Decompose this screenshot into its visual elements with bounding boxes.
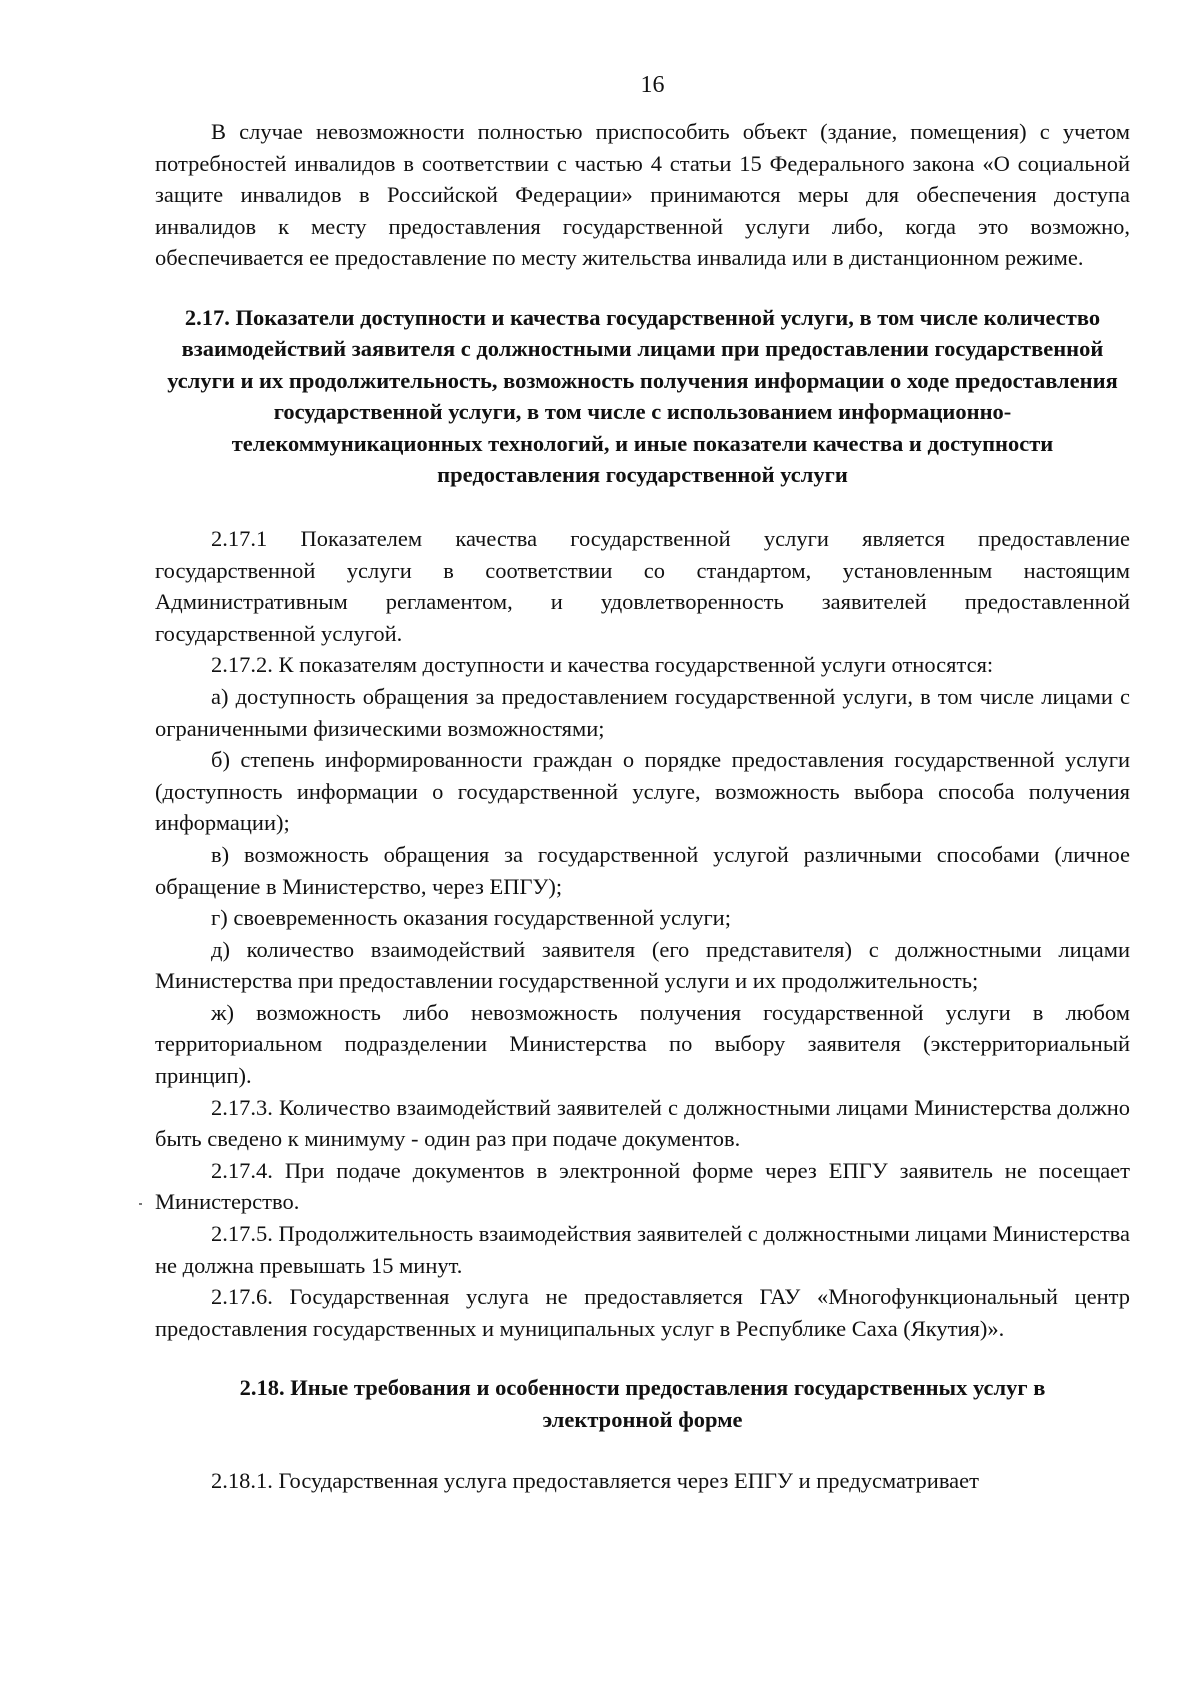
- scan-speck: [139, 1203, 142, 1205]
- paragraph-2-17-3: 2.17.3. Количество взаимодействий заявителей с должностными лицами Министерства должно быть сведено к минимуму - один раз при подаче документов.: [155, 1094, 1130, 1152]
- paragraph-2-17-2: 2.17.2. К показателям доступности и качества государственной услуги относятся:: [211, 652, 994, 678]
- list-item-v: в) возможность обращения за государственной услугой различными способами (личное обращение в Министерство, через ЕПГУ);: [155, 841, 1130, 899]
- intro-paragraph: В случае невозможности полностью приспособить объект (здание, помещения) с учетом потребностей инвалидов в соответствии с частью 4 статьи 15 Федерального закона «О социальной защите инвалидов в Российской Федерации» принимаются меры для обеспечения доступа инвалидов к месту предоставления государственной услуги либо, когда это возможно, обеспечивается ее предоставление по месту жительства инвалида или в дистанционном режиме.: [155, 119, 1130, 271]
- list-item-b: б) степень информированности граждан о порядке предоставления государственной услуги (доступность информации о государственной услуге, возможность выбора способа получения информации);: [155, 747, 1130, 836]
- section-heading-2-18: 2.18. Иные требования и особенности предоставления государственных услуг в электронной форме: [239, 1375, 1046, 1432]
- list-item-d: д) количество взаимодействий заявителя (его представителя) с должностными лицами Министерства при предоставлении государственной услуги и их продолжительность;: [155, 936, 1130, 994]
- paragraph-2-17-1: 2.17.1 Показателем качества государственной услуги является предоставление государственной услуги в соответствии со стандартом, установленным настоящим Административным регламентом, и удовлетворенность заявителей предоставленной государственной услугой.: [155, 525, 1130, 646]
- list-item-a: а) доступность обращения за предоставлением государственной услуги, в том числе лицами с ограниченными физическими возможностями;: [155, 683, 1130, 741]
- page-number: 16: [640, 72, 665, 98]
- section-heading-2-17: 2.17. Показатели доступности и качества государственной услуги, в том числе количество взаимодействий заявителя с должностными лицами при предоставлении государственной услуги и их продолжительность, возможность получения информации о ходе предоставления государственной услуги, в том числе с использованием информационно-телекоммуникационных технологий, и иные показатели качества и доступности предоставления государственной услуги: [167, 304, 1118, 488]
- paragraph-2-17-5: 2.17.5. Продолжительность взаимодействия заявителей с должностными лицами Министерства не должна превышать 15 минут.: [155, 1221, 1130, 1278]
- document-page: [155, 70, 1130, 1497]
- paragraph-2-17-6: 2.17.6. Государственная услуга не предоставляется ГАУ «Многофункциональный центр предоставления государственных и муниципальных услуг в Республике Саха (Якутия)».: [155, 1284, 1130, 1341]
- paragraph-2-17-4: 2.17.4. При подаче документов в электронной форме через ЕПГУ заявитель не посещает Министерство.: [155, 1157, 1130, 1215]
- list-item-zh: ж) возможность либо невозможность получения государственной услуги в любом территориальном подразделении Министерства по выбору заявителя (экстерриториальный принцип).: [155, 999, 1130, 1089]
- list-item-g: г) своевременность оказания государственной услуги;: [211, 905, 731, 931]
- paragraph-2-18-1: 2.18.1. Государственная услуга предоставляется через ЕПГУ и предусматривает: [211, 1468, 979, 1494]
